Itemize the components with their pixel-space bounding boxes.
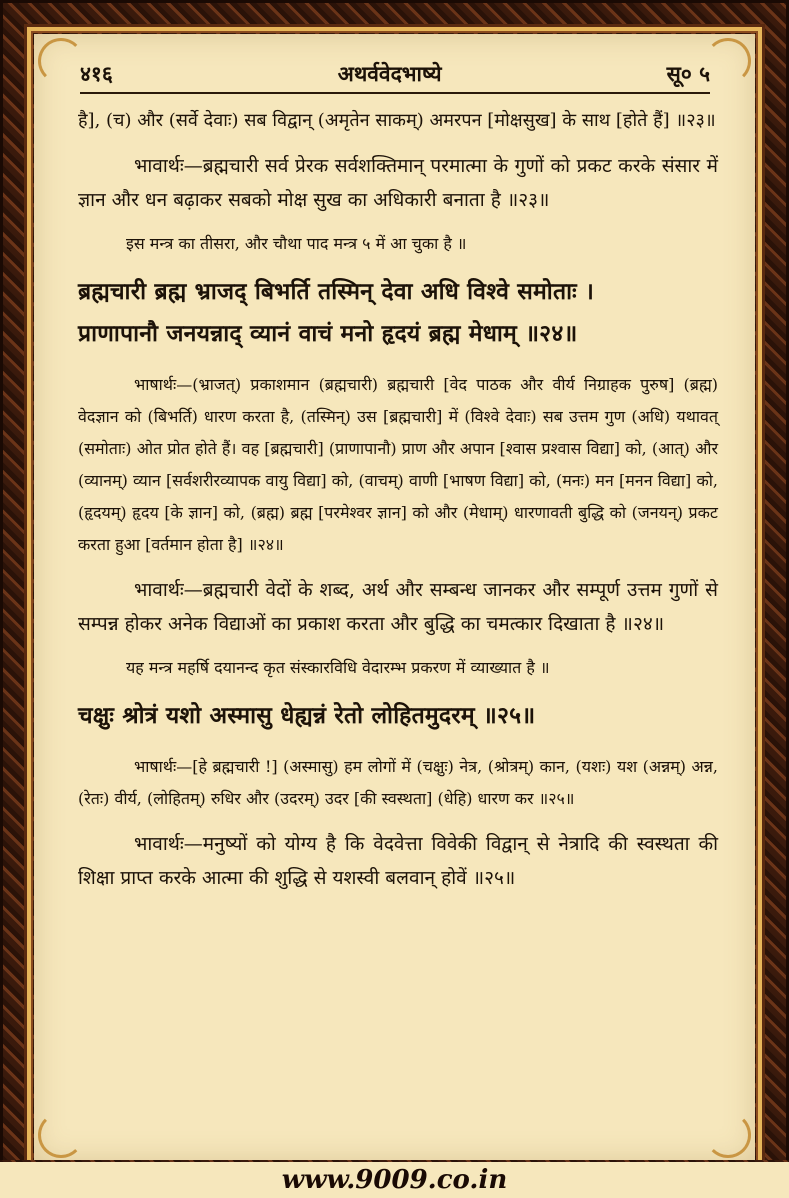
footer	[0, 1162, 789, 1198]
bhavartha-23: भावार्थः—ब्रह्मचारी सर्व प्रेरक सर्वशक्तिमान् परमात्मा के गुणों को प्रकट करके संसार में ज्ञान और धन बढ़ाकर सबको मोक्ष सुख का अधिकारी बनाता है ॥२३॥	[78, 155, 718, 211]
mantra-25-line-1: चक्षुः श्रोत्रं यशो अस्मासु धेह्यन्नं रेतो लोहितमुदरम् ॥२५॥	[78, 702, 536, 729]
bhavartha-24: भावार्थः—ब्रह्मचारी वेदों के शब्द, अर्थ और सम्बन्ध जानकर और सम्पूर्ण उत्तम गुणों से सम्पन्न होकर अनेक विद्याओं का प्रकाश करता और बुद्धि का चमत्कार दिखाता है ॥२४॥	[78, 579, 718, 635]
note-mantra-24: यह मन्त्र महर्षि दयानन्द कृत संस्कारविधि वेदारम्भ प्रकरण में व्याख्यात है ॥	[126, 658, 550, 677]
website-url: www.9009.co.in	[242, 1162, 548, 1198]
section-label: सू० ५	[666, 61, 710, 86]
text-continuation: है], (च) और (सर्वे देवाः) सब विद्वान् (अमृतेन साकम्) अमरपन [मोक्षसुख] के साथ [होते हैं] ॥२३॥	[78, 110, 716, 131]
mantra-24	[78, 271, 718, 355]
page-number: ४१६	[80, 61, 113, 86]
mantra-24-line-1: ब्रह्मचारी ब्रह्म भ्राजद् बिभर्ति तस्मिन् देवा अधि विश्वे समोताः ।	[78, 278, 594, 305]
bhashartha-25: भाषार्थः—[हे ब्रह्मचारी !] (अस्मासु) हम लोगों में (चक्षुः) नेत्र, (श्रोत्रम्) कान, (यशः) यश (अन्नम्) अन्न, (रेतः) वीर्य, (लोहितम्) रुधिर और (उदरम्) उदर [की स्वस्थता] (धेहि) धारण कर ॥२५॥	[78, 757, 718, 808]
corner-ornament-bottom-left	[38, 1112, 84, 1158]
mantra-24-line-2: प्राणापानौ जनयन्नाद् व्यानं वाचं मनो हृदयं ब्रह्म मेधाम् ॥२४॥	[78, 320, 578, 347]
corner-ornament-top-left	[38, 38, 84, 84]
page-content	[78, 104, 718, 907]
bhavartha-25: भावार्थः—मनुष्यों को योग्य है कि वेदवेत्ता विवेकी विद्वान् से नेत्रादि की स्वस्थता की शिक्षा प्राप्त करके आत्मा की शुद्धि से यशस्वी बलवान् होवें ॥२५॥	[78, 833, 718, 889]
bhashartha-24: भाषार्थः—(भ्राजत्) प्रकाशमान (ब्रह्मचारी) ब्रह्मचारी [वेद पाठक और वीर्य निग्राहक पुरुष] (ब्रह्म) वेदज्ञान को (बिभर्ति) धारण करता है, (तस्मिन्) उस [ब्रह्मचारी] में (विश्वे देवाः) सब उत्तम गुण (अधि) यथावत् (समोताः) ओत प्रोत होते हैं। वह [ब्रह्मचारी] (प्राणापानौ) प्राण और अपान [श्वास प्रश्वास विद्या] को, (आत्) और (व्यानम्) व्यान [सर्वशरीरव्यापक वायु विद्या] को, (वाचम्) वाणी [भाषण विद्या] को, (मनः) मन [मनन विद्या] को, (हृदयम्) हृदय [के ज्ञान] को, (ब्रह्म) ब्रह्म [परमेश्वर ज्ञान] को और (मेधाम्) धारणावती बुद्धि को (जनयन्) प्रकट करता हुआ [वर्तमान होता है] ॥२४॥	[78, 375, 718, 554]
page-header	[80, 56, 710, 94]
mantra-25	[78, 695, 718, 737]
page	[34, 34, 755, 1162]
corner-ornament-top-right	[705, 38, 751, 84]
book-title: अथर्ववेदभाष्ये	[337, 61, 442, 86]
corner-ornament-bottom-right	[705, 1112, 751, 1158]
note-mantra-23: इस मन्त्र का तीसरा, और चौथा पाद मन्त्र ५ में आ चुका है ॥	[126, 234, 467, 253]
